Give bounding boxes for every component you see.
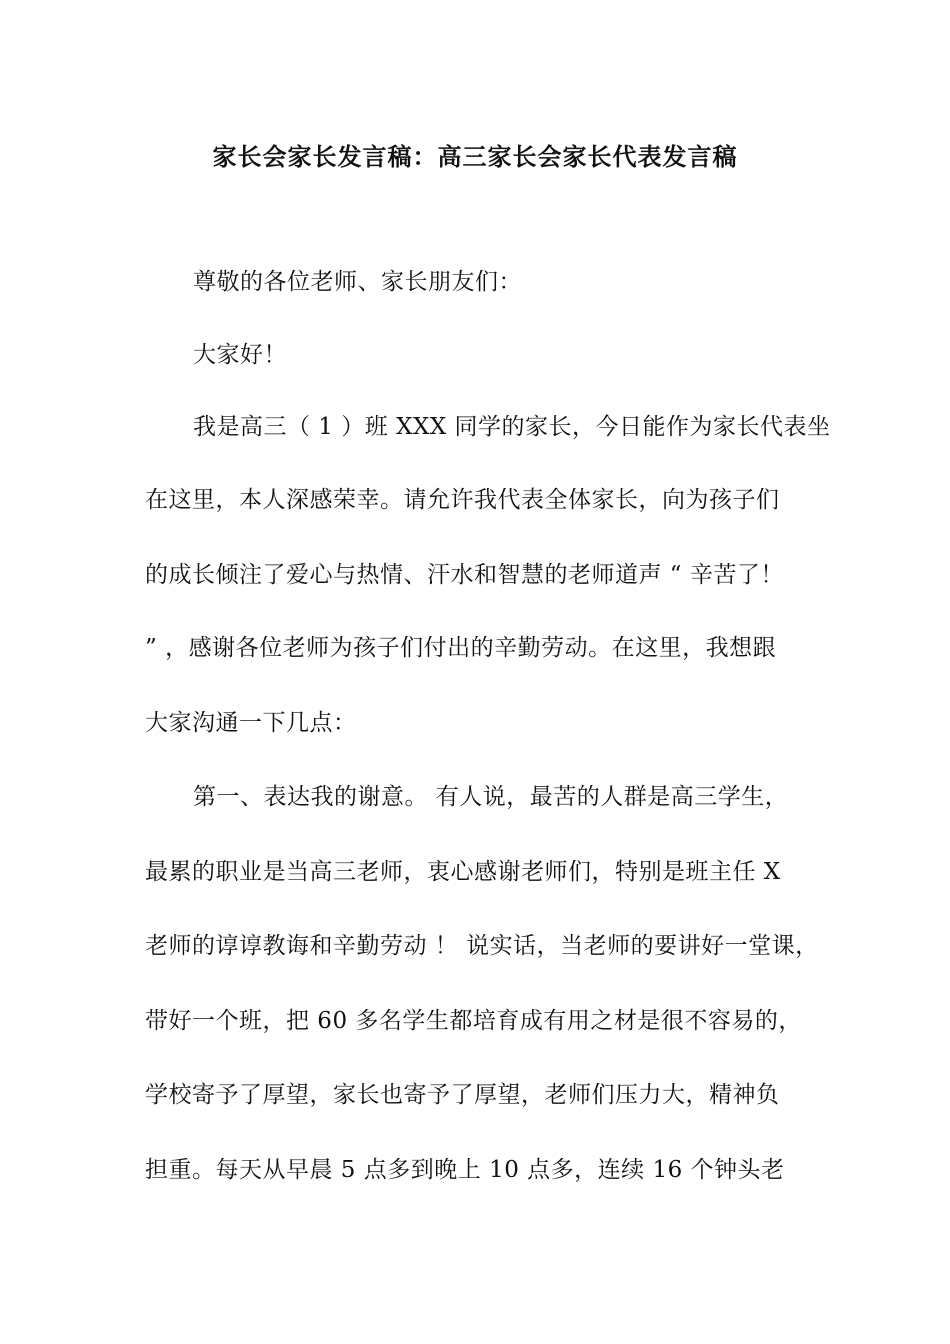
body-line: 的成长倾注了爱心与热情、汗水和智慧的老师道声 “ 辛苦了！ <box>145 562 784 588</box>
body-line: 第一、表达我的谢意。 有人说，最苦的人群是高三学生， <box>193 784 789 810</box>
body-line: 老师的谆谆教诲和辛勤劳动 ！ 说实话，当老师的要讲好一堂课， <box>145 933 819 959</box>
body-line: ” ，感谢各位老师为孩子们付出的辛勤劳动。在这里，我想跟 <box>145 635 777 661</box>
body-line: 我是高三（ 1 ）班 XXX 同学的家长，今日能作为家长代表坐 <box>193 414 831 440</box>
body-line: 大家沟通一下几点： <box>145 710 357 736</box>
salutation-line: 尊敬的各位老师、家长朋友们： <box>193 269 522 295</box>
body-line: 学校寄予了厚望，家长也寄予了厚望，老师们压力大，精神负 <box>145 1082 780 1108</box>
document-title: 家长会家长发言稿：高三家长会家长代表发言稿 <box>212 143 738 171</box>
body-line: 带好一个班，把 60 多名学生都培育成有用之材是很不容易的， <box>145 1008 802 1034</box>
body-line: 在这里，本人深感荣幸。请允许我代表全体家长，向为孩子们 <box>145 487 780 513</box>
body-line: 担重。每天从早晨 5 点多到晚上 10 点多，连续 16 个钟头老 <box>145 1157 785 1183</box>
body-line: 最累的职业是当高三老师，衷心感谢老师们，特别是班主任 X <box>145 859 781 885</box>
greeting-line: 大家好！ <box>193 342 287 368</box>
